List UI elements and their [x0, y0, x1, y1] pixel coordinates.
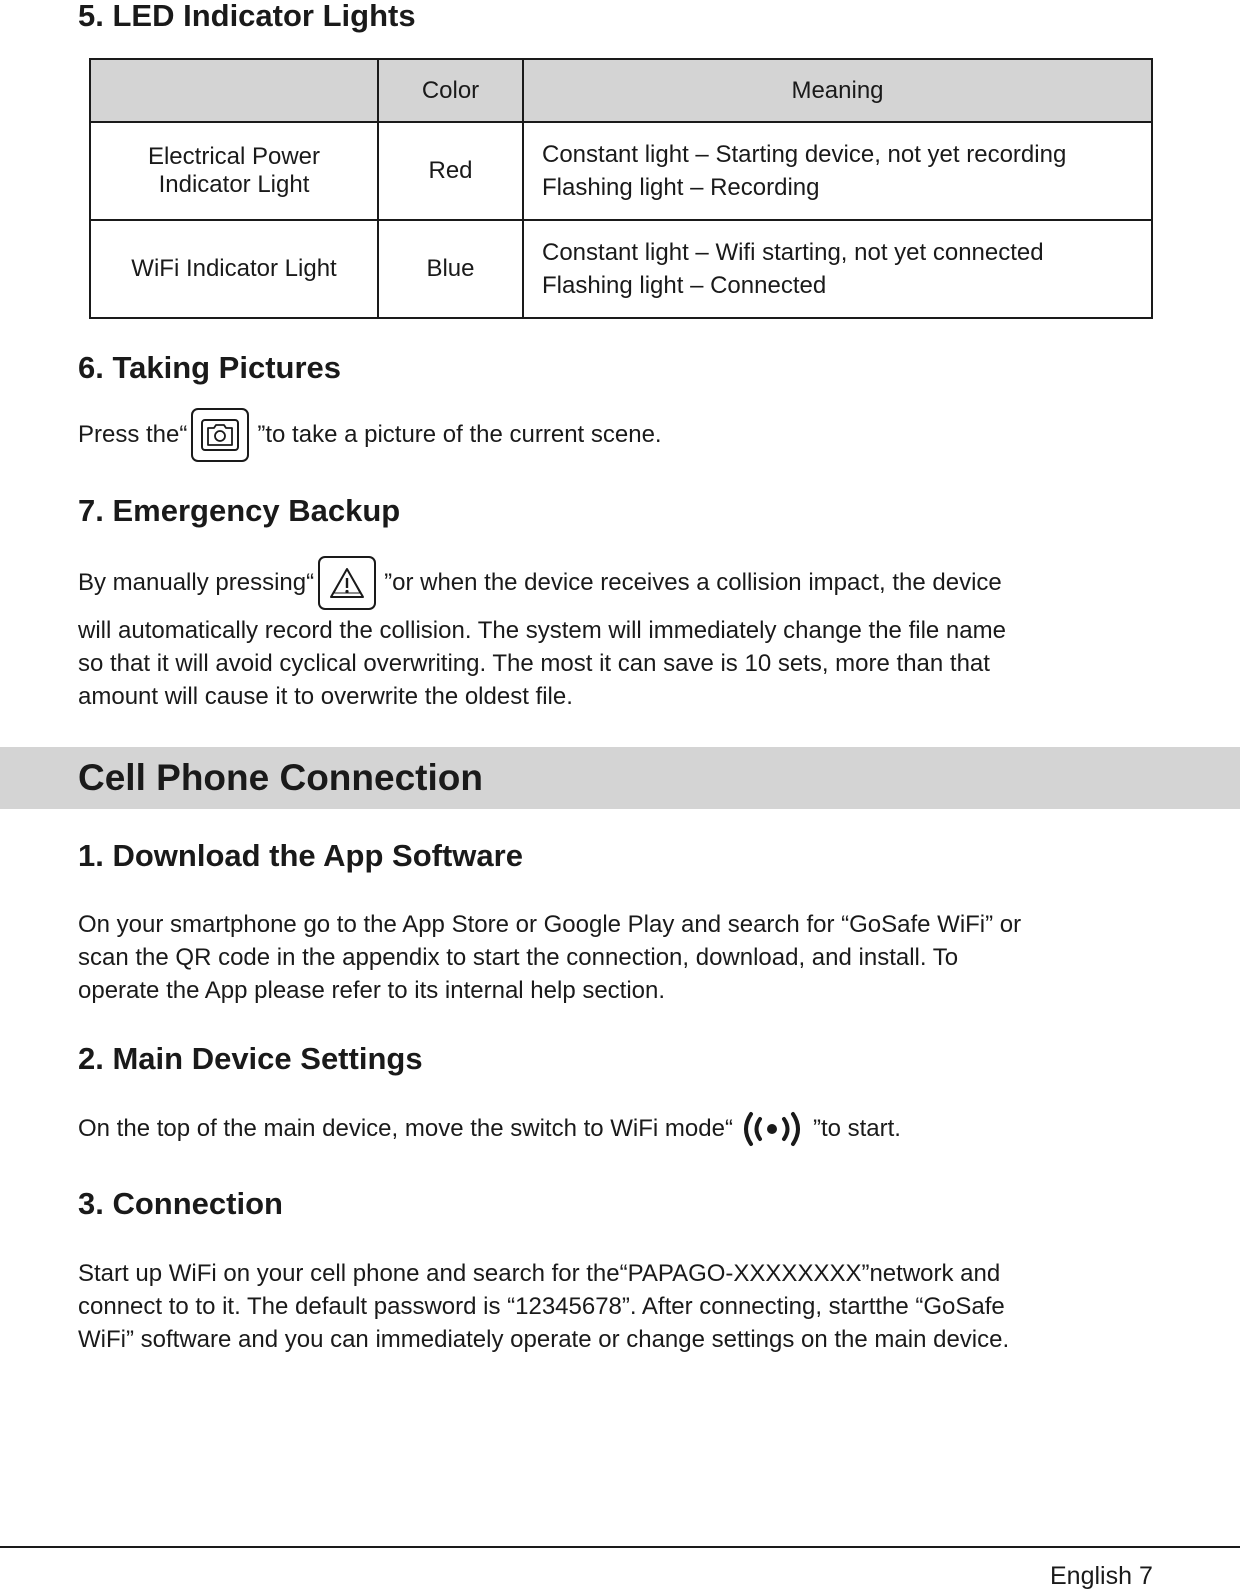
- meaning-line: Flashing light – Recording: [542, 174, 820, 201]
- body-line: operate the App please refer to its internal help section.: [78, 977, 666, 1004]
- instruction-text-after: ”to start.: [812, 1115, 901, 1142]
- body-line: WiFi” software and you can immediately operate or change settings on the main device.: [78, 1326, 1010, 1353]
- row-meaning-wifi: [523, 220, 1152, 318]
- row-label-power: [90, 122, 378, 220]
- table-header-row: [90, 59, 1152, 122]
- meaning-line: Constant light – Starting device, not yet recording: [542, 141, 1067, 168]
- body-line: so that it will avoid cyclical overwriting. The most it can save is 10 sets, more than that: [78, 650, 990, 677]
- download-app-paragraph: [78, 908, 1178, 1007]
- banner-title: Cell Phone Connection: [78, 757, 483, 798]
- table-row: [90, 220, 1152, 318]
- camera-icon: [200, 418, 240, 452]
- header-meaning: Meaning: [523, 59, 1152, 122]
- body-line: scan the QR code in the appendix to start the connection, download, and install. To: [78, 944, 959, 971]
- body-line: will automatically record the collision. The system will immediately change the file name: [78, 617, 1006, 644]
- row-meaning-power: [523, 122, 1152, 220]
- page-number-label: English 7: [1050, 1562, 1153, 1590]
- emergency-backup-body: [78, 614, 1178, 713]
- header-color: Color: [378, 59, 523, 122]
- instruction-text-after: ”to take a picture of the current scene.: [257, 421, 662, 448]
- warning-icon: [327, 565, 367, 601]
- instruction-text-before: By manually pressing“: [78, 569, 315, 596]
- connection-paragraph: [78, 1257, 1178, 1356]
- cell-phone-connection-banner: [0, 747, 1240, 809]
- emergency-key: [318, 556, 376, 610]
- body-line: On your smartphone go to the App Store or Google Play and search for “GoSafe WiFi” or: [78, 911, 1022, 938]
- led-indicator-table: [89, 58, 1153, 319]
- main-device-settings-instruction: [78, 1110, 901, 1148]
- label-line: Indicator Light: [158, 171, 310, 198]
- row-color-red: Red: [378, 122, 523, 220]
- conn-1-heading: 1. Download the App Software: [78, 838, 523, 873]
- instruction-text-after: ”or when the device receives a collision impact, the device: [384, 569, 1002, 596]
- camera-key: [191, 408, 249, 462]
- instruction-text-before: On the top of the main device, move the switch to WiFi mode“: [78, 1115, 733, 1142]
- label-line: Electrical Power: [147, 143, 321, 170]
- meaning-line: Flashing light – Connected: [542, 272, 827, 299]
- section-7-heading: 7. Emergency Backup: [78, 493, 401, 528]
- section-6-heading: 6. Taking Pictures: [78, 350, 342, 385]
- body-line: amount will cause it to overwrite the oldest file.: [78, 683, 573, 710]
- section-5-heading: 5. LED Indicator Lights: [78, 0, 416, 33]
- row-label-wifi: WiFi Indicator Light: [90, 220, 378, 318]
- body-line: Start up WiFi on your cell phone and search for the“PAPAGO-XXXXXXXX”network and: [78, 1260, 1001, 1287]
- row-color-blue: Blue: [378, 220, 523, 318]
- emergency-backup-line1: [78, 556, 1002, 610]
- conn-3-heading: 3. Connection: [78, 1186, 283, 1221]
- body-line: connect to to it. The default password is “12345678”. After connecting, startthe “GoSafe: [78, 1293, 1005, 1320]
- conn-2-heading: 2. Main Device Settings: [78, 1041, 423, 1076]
- header-blank: [90, 59, 378, 122]
- wifi-broadcast-icon: [741, 1110, 803, 1148]
- footer-divider: [0, 1546, 1240, 1548]
- taking-pictures-instruction: [78, 408, 662, 462]
- instruction-text-before: Press the“: [78, 421, 188, 448]
- meaning-line: Constant light – Wifi starting, not yet connected: [542, 239, 1044, 266]
- table-row: [90, 122, 1152, 220]
